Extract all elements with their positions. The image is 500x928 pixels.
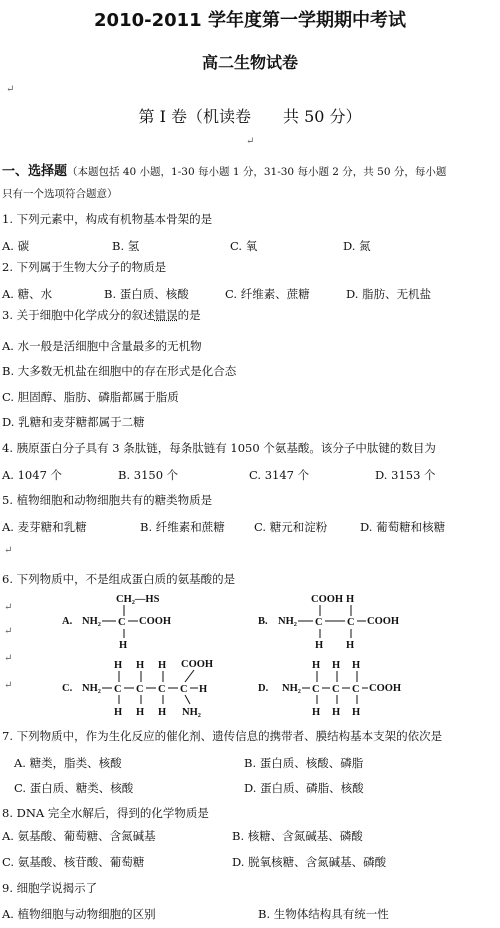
return-mark: ↵	[4, 653, 13, 664]
section-note: （本题包括 40 小题，1-30 每小题 1 分，31-30 每小题 2 分，共 50 分，每小题	[67, 166, 447, 178]
q2-option-d: D. 脂肪、无机盐	[346, 287, 432, 301]
chem-c: C	[352, 684, 360, 695]
q4-stem: 4. 胰原蛋白分子具有 3 条肽链，每条肽链有 1050 个氨基酸。该分子中肽键的数目为	[2, 441, 436, 455]
chem-h: H	[136, 660, 145, 671]
q1-option-b: B. 氢	[112, 239, 140, 253]
exam-title: 2010-2011 学年度第一学期期中考试	[94, 10, 406, 31]
q3-stem-a: 3. 关于细胞中化学成分的叙述	[2, 308, 155, 322]
q5-stem: 5. 植物细胞和动物细胞共有的糖类物质是	[2, 493, 213, 507]
q2-option-b: B. 蛋白质、核酸	[104, 287, 189, 301]
q6-stem: 6. 下列物质中，不是组成蛋白质的氨基酸的是	[2, 572, 236, 586]
return-mark: ↵	[4, 545, 13, 556]
chem-h: H	[114, 707, 123, 718]
q1-option-c: C. 氧	[230, 239, 258, 253]
exam-subtitle: 高二生物试卷	[201, 53, 298, 72]
chem-h: H	[346, 640, 355, 651]
q3-stem-emphasis: 错误	[154, 308, 178, 322]
section-note-2: 只有一个选项符合题意）	[2, 188, 118, 200]
q3-option-c: C. 胆固醇、脂肪、磷脂都属于脂质	[2, 390, 179, 404]
q8-option-a: A. 氨基酸、葡萄糖、含氮碱基	[2, 829, 156, 843]
chem-h: H	[315, 640, 324, 651]
q8-stem: 8. DNA 完全水解后，得到的化学物质是	[2, 806, 209, 820]
chem-c: C	[118, 617, 126, 628]
q6-label-a: A.	[62, 616, 73, 627]
q3-stem-c: 的是	[177, 308, 201, 322]
chem-h: H	[352, 707, 361, 718]
return-mark: ↵	[4, 626, 13, 637]
chem-h: H	[114, 660, 123, 671]
q9-option-b: B. 生物体结构具有统一性	[258, 907, 389, 921]
chem-c: C	[180, 684, 188, 695]
chem-h: H	[119, 640, 128, 651]
q9-stem: 9. 细胞学说揭示了	[2, 881, 98, 895]
chem-c: C	[136, 684, 144, 695]
chem-h: H	[332, 660, 341, 671]
q5-option-a: A. 麦芽糖和乳糖	[2, 520, 87, 534]
return-mark: ↵	[6, 84, 15, 95]
chem-h: H	[352, 660, 361, 671]
q4-option-b: B. 3150 个	[118, 468, 179, 482]
chem-nh2: NH₂	[82, 683, 101, 694]
q4-option-c: C. 3147 个	[249, 468, 310, 482]
q3-option-a: A. 水一般是活细胞中含量最多的无机物	[2, 339, 202, 353]
q5-option-d: D. 葡萄糖和核糖	[360, 520, 446, 534]
q7-option-c: C. 蛋白质、糖类、核酸	[14, 781, 134, 795]
chem-ch2hs: CH₂—HS	[116, 594, 160, 605]
chem-nh2: NH₂	[278, 616, 297, 627]
chem-cooh: COOH	[369, 683, 402, 694]
q6-label-b: B.	[258, 616, 268, 627]
chem-c: C	[158, 684, 166, 695]
q3-option-b: B. 大多数无机盐在细胞中的存在形式是化合态	[2, 364, 237, 378]
q4-option-a: A. 1047 个	[2, 468, 63, 482]
q6-label-d: D.	[258, 683, 269, 694]
q8-option-d: D. 脱氧核糖、含氮碱基、磷酸	[232, 855, 387, 869]
chem-cooh: COOH	[367, 616, 400, 627]
chem-h: H	[158, 660, 167, 671]
chem-cooh: COOH	[139, 616, 172, 627]
chem-h: H	[346, 594, 355, 605]
q8-option-c: C. 氨基酸、核苷酸、葡萄糖	[2, 855, 145, 869]
q2-stem: 2. 下列属于生物大分子的物质是	[2, 260, 167, 274]
q2-option-a: A. 糖、水	[2, 287, 53, 301]
chem-nh2: NH₂	[182, 707, 201, 718]
q7-option-b: B. 蛋白质、核酸、磷脂	[244, 756, 364, 770]
q5-option-c: C. 糖元和淀粉	[254, 520, 328, 534]
section-heading: 一、选择题	[2, 164, 68, 179]
q5-option-b: B. 纤维素和蔗糖	[140, 520, 225, 534]
chem-h: H	[136, 707, 145, 718]
chem-h: H	[158, 707, 167, 718]
q4-option-d: D. 3153 个	[375, 468, 436, 482]
q3-stem	[2, 307, 201, 323]
chem-nh2: NH₂	[282, 683, 301, 694]
chem-cooh: COOH	[181, 659, 214, 670]
section-heading-line	[2, 160, 446, 179]
chem-c: C	[347, 617, 355, 628]
chem-c: C	[312, 684, 320, 695]
chem-cooh: COOH	[311, 594, 344, 605]
chem-c: C	[114, 684, 122, 695]
return-mark: ↵	[4, 602, 13, 613]
q8-option-b: B. 核糖、含氮碱基、磷酸	[232, 829, 363, 843]
q6-label-c: C.	[62, 683, 73, 694]
chem-h: H	[199, 684, 208, 695]
chem-h: H	[332, 707, 341, 718]
return-mark: ↵	[4, 680, 13, 691]
q1-option-a: A. 碳	[2, 239, 30, 253]
q6-structures-figure	[0, 588, 500, 718]
q7-option-a: A. 糖类，脂类、核酸	[14, 756, 122, 770]
chem-c: C	[315, 617, 323, 628]
q7-option-d: D. 蛋白质、磷脂、核酸	[244, 781, 364, 795]
q3-option-d: D. 乳糖和麦芽糖都属于二糖	[2, 415, 145, 429]
q9-option-a: A. 植物细胞与动物细胞的区别	[2, 907, 156, 921]
chem-nh2: NH₂	[82, 616, 101, 627]
q2-option-c: C. 纤维素、蔗糖	[225, 287, 310, 301]
q1-option-d: D. 氮	[343, 239, 371, 253]
part-heading: 第 I 卷（机读卷 共 50 分）	[138, 107, 362, 126]
chem-c: C	[332, 684, 340, 695]
chem-h: H	[312, 707, 321, 718]
q7-stem: 7. 下列物质中，作为生化反应的催化剂、遗传信息的携带者、膜结构基本支架的依次是	[2, 729, 443, 743]
chem-h: H	[312, 660, 321, 671]
q1-stem: 1. 下列元素中，构成有机物基本骨架的是	[2, 212, 213, 226]
return-mark: ↵	[246, 136, 255, 147]
